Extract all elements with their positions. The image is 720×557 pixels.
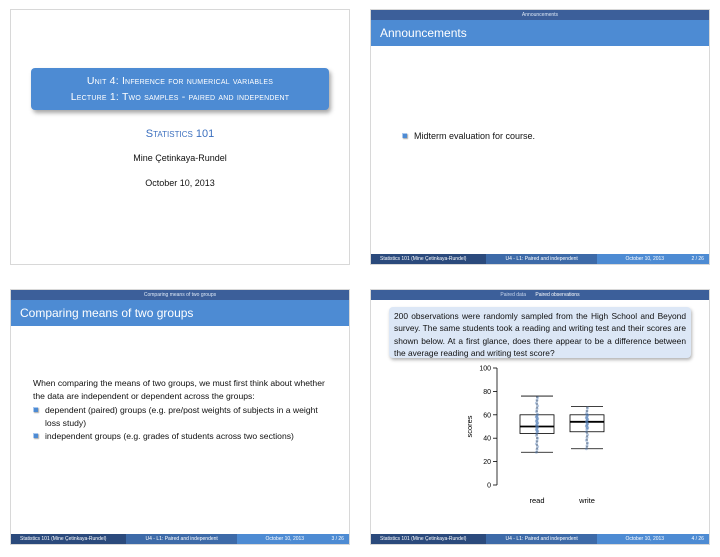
data-point	[586, 407, 589, 410]
nav-bar	[371, 290, 709, 300]
slide-title	[11, 10, 349, 264]
slide-comparing-means	[11, 290, 349, 544]
bullet-text-independent: independent groups (e.g. grades of students across two sections)	[45, 431, 294, 441]
nav-section[interactable]: Announcements	[521, 12, 559, 18]
footer-author: Statistics 101 (Mine Çetinkaya-Rundel)	[371, 534, 486, 544]
title-box	[31, 68, 329, 110]
frame-title: Announcements	[371, 20, 709, 46]
footer-date-page	[597, 254, 709, 264]
question-box: 200 observations were randomly sampled from the High School and Beyond survey. The same students took a reading and writing test and their scores are shown below. At a first glance, does there appear to be a difference between the average reading and writing test score?	[389, 307, 691, 358]
footer-page: 4 / 26	[691, 536, 704, 542]
list-item	[402, 131, 535, 141]
footer	[11, 534, 349, 544]
footer-page: 2 / 26	[691, 256, 704, 262]
data-point	[536, 396, 539, 399]
bullet-icon	[33, 433, 38, 438]
data-point	[535, 402, 538, 405]
y-tick-label: 60	[483, 412, 491, 420]
footer-date-page	[597, 534, 709, 544]
data-point	[535, 434, 538, 437]
data-point	[536, 404, 539, 407]
nav-section[interactable]: Comparing means of two groups	[143, 292, 217, 298]
data-point	[536, 440, 539, 443]
intro-text: When comparing the means of two groups, we must first think about whether the data are independent or dependent across the groups:	[33, 378, 325, 401]
frame-title: Comparing means of two groups	[11, 300, 349, 326]
data-point	[536, 407, 539, 410]
author-name: Mine Çetinkaya-Rundel	[133, 153, 227, 163]
presentation-date: October 10, 2013	[145, 178, 215, 188]
data-point	[585, 439, 588, 442]
data-point	[536, 445, 539, 448]
y-tick-label: 40	[483, 435, 491, 443]
announcement-text: Midterm evaluation for course.	[414, 131, 536, 141]
y-axis-title: scores	[465, 415, 474, 438]
footer-title: U4 - L1: Paired and independent	[486, 254, 598, 264]
nav-bar	[11, 290, 349, 300]
footer-author: Statistics 101 (Mine Çetinkaya-Rundel)	[371, 254, 486, 264]
slide-announcements	[371, 10, 709, 264]
data-point	[586, 444, 589, 447]
footer-date-page	[237, 534, 349, 544]
data-point	[536, 399, 539, 402]
data-point	[586, 442, 589, 445]
nav-bar	[371, 10, 709, 20]
nav-section[interactable]: Paired data	[500, 292, 526, 298]
y-tick-label: 20	[483, 459, 491, 467]
data-point	[585, 430, 588, 433]
boxplot-chart	[371, 362, 709, 522]
footer-date: October 10, 2013	[265, 536, 305, 542]
bullet-icon	[33, 407, 38, 412]
data-point	[536, 448, 539, 451]
data-point	[585, 447, 588, 450]
title-line-1: Unit 4: Inference for numerical variables	[86, 75, 274, 87]
data-point	[536, 437, 539, 440]
y-tick-label: 80	[483, 388, 491, 396]
footer-page: 3 / 26	[331, 536, 344, 542]
y-tick-label: 0	[487, 482, 491, 490]
course-name: Statistics 101	[145, 128, 215, 140]
list-item	[33, 404, 333, 429]
footer-title: U4 - L1: Paired and independent	[126, 534, 238, 544]
footer-author: Statistics 101 (Mine Çetinkaya-Rundel)	[11, 534, 126, 544]
data-point	[586, 409, 589, 412]
footer-date: October 10, 2013	[625, 256, 665, 262]
data-point	[535, 410, 538, 413]
data-point	[586, 433, 589, 436]
y-tick-label: 100	[479, 365, 491, 373]
data-point	[586, 436, 589, 439]
footer-date: October 10, 2013	[625, 536, 665, 542]
bullet-list	[33, 404, 333, 443]
slide-body	[33, 377, 333, 443]
slide-paired-observations	[371, 290, 709, 544]
bullet-text-dependent: dependent (paired) groups (e.g. pre/post weights of subjects in a weight loss study)	[45, 405, 318, 428]
list-item	[33, 430, 333, 443]
x-tick-label: read	[529, 496, 545, 505]
data-point	[535, 442, 538, 445]
bullet-icon	[402, 133, 407, 138]
title-line-2: Lecture 1: Two samples - paired and independent	[70, 91, 290, 103]
data-point	[585, 412, 588, 415]
data-point	[535, 451, 538, 454]
footer	[371, 254, 709, 264]
x-tick-label: write	[579, 496, 595, 505]
footer-title: U4 - L1: Paired and independent	[486, 534, 598, 544]
footer	[371, 534, 709, 544]
data-point	[536, 413, 539, 416]
nav-subsection[interactable]: Paired observations	[535, 292, 580, 298]
